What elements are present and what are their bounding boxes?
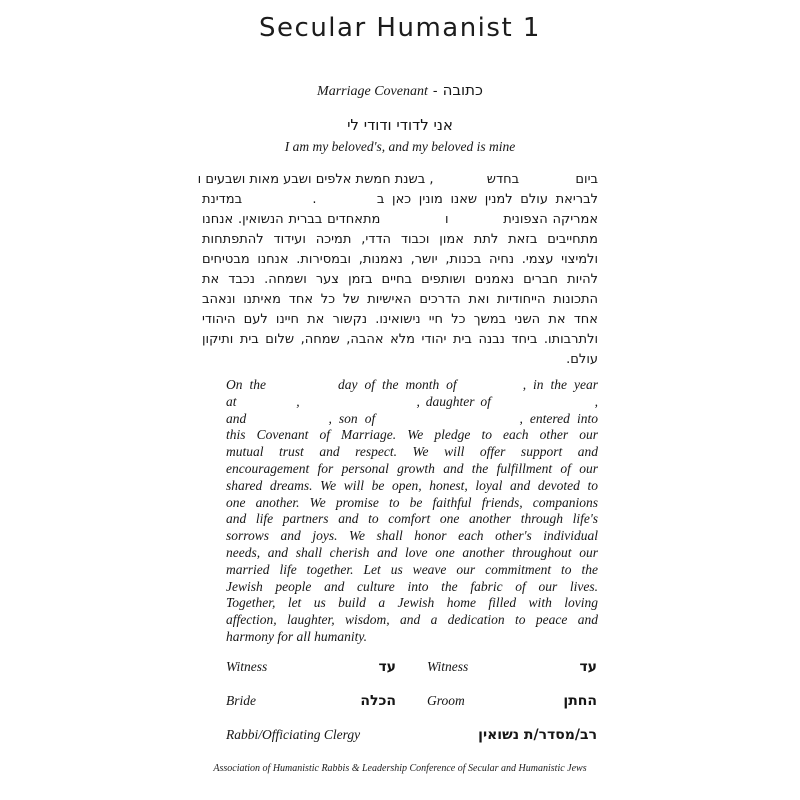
text-line: ולמיצוי עצמי. נחיה בכנות, יושר, נאמנות, ובמסירות. אנחנו מבטיחים <box>202 252 598 267</box>
text-line: התכונות הייחודיות ואת הדרכים האישיות של כל אחד מאיתנו ונאהב <box>202 292 598 307</box>
subtitle-english-label: Marriage Covenant <box>317 84 428 99</box>
document-title: Secular Humanist 1 <box>259 13 541 43</box>
text-line: needs, and shall cherish and love one another throughout our <box>226 544 598 560</box>
groom-label-english: Groom <box>427 693 465 708</box>
fill-in-blank <box>453 222 498 223</box>
bride-pair <box>226 693 396 709</box>
fill-in-blank <box>438 182 483 183</box>
witness-signature-row <box>226 659 597 675</box>
text-line: harmony for all humanity. <box>226 628 367 644</box>
text-line: at , , daughter of , <box>226 393 599 409</box>
subtitle-hebrew-label: כתובה <box>442 81 483 99</box>
text-line: Together, let us build a Jewish home filled with loving <box>226 595 598 611</box>
text-line: encouragement for personal growth and the fulfillment of our <box>226 460 598 476</box>
text-line: married life together. Let us weave our commitment to the <box>226 561 598 577</box>
english-verse: I am my beloved's, and my beloved is mine <box>284 139 516 154</box>
bride-label-english: Bride <box>226 693 256 708</box>
witness-label-english: Witness <box>226 659 268 674</box>
text-line: sorrows and joys. We shall honor each other's individual <box>226 528 598 544</box>
witness-label-hebrew: עד <box>579 659 597 675</box>
witness-right-pair <box>427 659 597 675</box>
text-line: shared dreams. We will be open, honest, loyal and devoted to <box>226 477 598 493</box>
fill-in-blank <box>385 222 440 223</box>
footer-attribution: Association of Humanistic Rabbis & Leadership Conference of Secular and Humanistic Jews <box>213 763 587 774</box>
subtitle-dash: - <box>432 84 438 99</box>
text-line: this Covenant of Marriage. We pledge to each other our <box>226 427 598 443</box>
fill-in-blank <box>382 422 512 423</box>
fill-in-blank <box>253 422 321 423</box>
fill-in-blank <box>250 202 305 203</box>
witness-label-english: Witness <box>427 659 469 674</box>
fill-in-blank <box>324 202 369 203</box>
fill-in-blank <box>464 388 516 389</box>
clergy-label-english: Rabbi/Officiating Clergy <box>226 727 361 742</box>
text-line: ביום בחדש , בשנת חמשת אלפים ושבע מאות ושבעים ו <box>197 172 598 187</box>
text-line: לבריאת עולם למנין שאנו מונין כאן ב . במדינת <box>202 192 598 207</box>
text-line: להיות חברים נאמנים ושותפים בחיים בזמן צער ושמחה. נכבד את <box>202 272 598 287</box>
text-line: mutual trust and respect. We will offer support and <box>226 444 598 460</box>
text-line: מתחייבים בזאת לתת אמון וכבוד הדדי, תמיכה ועידוד להתפתחות <box>202 232 598 247</box>
hebrew-covenant-paragraph <box>197 170 599 370</box>
fill-in-blank <box>306 405 411 406</box>
text-line: one another. We promise to be faithful friends, companions <box>226 494 598 510</box>
fill-in-blank <box>523 182 571 183</box>
text-line: Jewish people and culture into the fabric of our lives. <box>226 578 598 594</box>
text-line: אחד את השני במשך כל חיי נישואינו. נקשור את חיינו לעם היהודי <box>202 312 598 327</box>
clergy-label-hebrew: רב/מסדר/ת נשואין <box>478 727 597 743</box>
text-line: and life partners and to comfort one another through life's <box>226 511 598 527</box>
text-line: affection, laughter, wisdom, and a dedication to peace and <box>226 612 598 628</box>
witness-left-pair <box>226 659 396 675</box>
fill-in-blank <box>242 405 290 406</box>
fill-in-blank <box>273 388 331 389</box>
text-line: עולם. <box>566 352 598 367</box>
english-covenant-paragraph <box>226 377 598 646</box>
bride-groom-signature-row <box>226 693 597 709</box>
text-line: On the day of the month of , in the year <box>226 377 599 392</box>
witness-label-hebrew: עד <box>378 659 396 675</box>
subtitle <box>0 81 800 100</box>
hebrew-verse: אני לדודי ודודי לי <box>347 116 453 134</box>
text-line: ולתרבותו. ביחד נבנה בית יהודי מלא אהבה, שמחה, שלום בית ותיקון <box>202 332 598 347</box>
bride-label-hebrew: הכלה <box>360 693 396 709</box>
fill-in-blank <box>497 405 589 406</box>
groom-pair <box>427 693 597 709</box>
text-line: אמריקה הצפונית ו מתאחדים בברית הנשואין. אנחנו <box>202 212 599 227</box>
clergy-signature-row <box>226 727 597 743</box>
text-line: and , son of , entered into <box>226 410 598 426</box>
groom-label-hebrew: החתן <box>563 693 597 709</box>
